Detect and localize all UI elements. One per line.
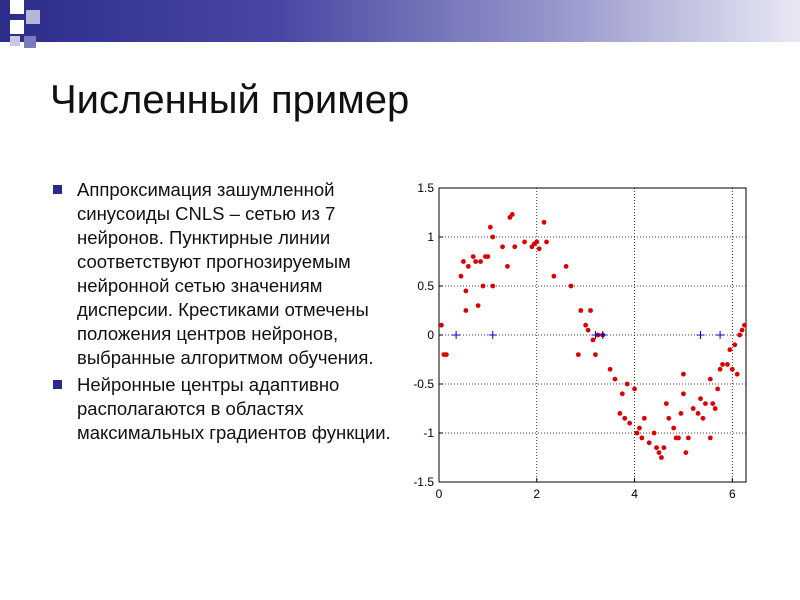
data-point [551, 274, 556, 279]
square-bullet-icon [53, 380, 62, 389]
data-point [490, 284, 495, 289]
data-point [696, 411, 701, 416]
y-tick-label: 1.5 [417, 181, 434, 195]
data-point [676, 436, 681, 441]
data-point [544, 240, 549, 245]
bullet-item [50, 373, 400, 445]
neuron-center-marker [489, 331, 497, 339]
data-point [635, 431, 640, 436]
bullet-text: Аппроксимация зашумленной синусоиды CNLS – сетью из 7 нейронов. Пунктирные линии соответствуют прогнозируемым нейронной сетью значениям дисперсии. Крестиками отмечены положения центров нейронов, выбранные алгоритмом обучения. [77, 179, 374, 368]
decorative-square-grey [26, 10, 40, 24]
data-point [617, 411, 622, 416]
data-point [500, 244, 505, 249]
data-point [671, 426, 676, 431]
data-point [463, 289, 468, 294]
data-point [703, 401, 708, 406]
data-point [583, 323, 588, 328]
data-point [505, 264, 510, 269]
data-point [686, 436, 691, 441]
data-point [444, 352, 449, 357]
y-tick-label: -1 [423, 426, 434, 440]
x-tick-label: 0 [435, 487, 443, 501]
scatter-chart [398, 176, 758, 506]
bullet-text: Нейронные центры адаптивно располагаются в областях максимальных градиентов функции. [77, 374, 391, 443]
data-point [652, 431, 657, 436]
neuron-center-marker [697, 331, 705, 339]
x-tick-label: 4 [631, 487, 638, 501]
data-point [471, 254, 476, 259]
data-point [720, 362, 725, 367]
data-point [718, 367, 723, 372]
y-tick-label: -0.5 [413, 377, 434, 391]
data-point [681, 391, 686, 396]
data-point [654, 445, 659, 450]
data-point [664, 401, 669, 406]
data-point [632, 387, 637, 392]
data-point [637, 426, 642, 431]
data-point [461, 259, 466, 264]
data-point [679, 411, 684, 416]
data-point [732, 342, 737, 347]
data-point [576, 352, 581, 357]
bullet-list [50, 178, 400, 448]
data-point [586, 328, 591, 333]
data-point [661, 445, 666, 450]
data-point [488, 225, 493, 230]
neuron-center-marker [716, 331, 724, 339]
square-bullet-icon [53, 185, 62, 194]
y-tick-label: 0 [427, 328, 434, 342]
data-point [476, 303, 481, 308]
decorative-square-blue-small [10, 36, 20, 46]
data-point [522, 240, 527, 245]
data-point [564, 264, 569, 269]
x-tick-label: 6 [728, 487, 736, 501]
header-gradient-band [0, 0, 800, 42]
data-point [534, 240, 539, 245]
data-point [588, 308, 593, 313]
data-point [742, 323, 747, 328]
data-point [490, 235, 495, 240]
data-point [730, 367, 735, 372]
data-point [737, 333, 742, 338]
data-point [466, 264, 471, 269]
data-point [593, 352, 598, 357]
y-tick-label: 0.5 [417, 279, 434, 293]
data-point [691, 406, 696, 411]
data-point [512, 244, 517, 249]
data-point [620, 391, 625, 396]
data-point [622, 416, 627, 421]
data-point [683, 450, 688, 455]
data-point [710, 401, 715, 406]
data-point [542, 220, 547, 225]
data-point [657, 450, 662, 455]
neuron-center-marker [452, 331, 460, 339]
data-point [481, 284, 486, 289]
data-point [439, 323, 444, 328]
decorative-square-white [10, 0, 24, 14]
data-point [473, 259, 478, 264]
data-point [463, 308, 468, 313]
y-tick-label: -1.5 [413, 475, 434, 489]
data-point [740, 328, 745, 333]
slide-title: Численный пример [50, 78, 410, 122]
y-tick-label: 1 [427, 230, 434, 244]
data-point [613, 377, 618, 382]
data-point [666, 416, 671, 421]
neuron-center-marker [599, 331, 607, 339]
data-point [608, 367, 613, 372]
data-point [591, 338, 596, 343]
data-point [485, 254, 490, 259]
data-point [639, 436, 644, 441]
data-point [708, 436, 713, 441]
data-point [708, 377, 713, 382]
data-point [510, 212, 515, 217]
data-point [642, 416, 647, 421]
data-point [459, 274, 464, 279]
data-point [698, 396, 703, 401]
data-point [681, 372, 686, 377]
data-point [625, 382, 630, 387]
data-point [715, 387, 720, 392]
bullet-item [50, 178, 400, 370]
data-point [578, 308, 583, 313]
data-point [659, 455, 664, 460]
data-point [727, 347, 732, 352]
data-point [478, 259, 483, 264]
x-tick-label: 2 [533, 487, 541, 501]
data-point [735, 372, 740, 377]
data-point [701, 416, 706, 421]
data-point [713, 406, 718, 411]
decorative-square-blue-left [10, 20, 24, 34]
data-point [569, 284, 574, 289]
data-point [537, 246, 542, 251]
data-point [725, 362, 730, 367]
data-point [627, 421, 632, 426]
data-point [647, 440, 652, 445]
decorative-square-blue-bottom [24, 36, 36, 48]
